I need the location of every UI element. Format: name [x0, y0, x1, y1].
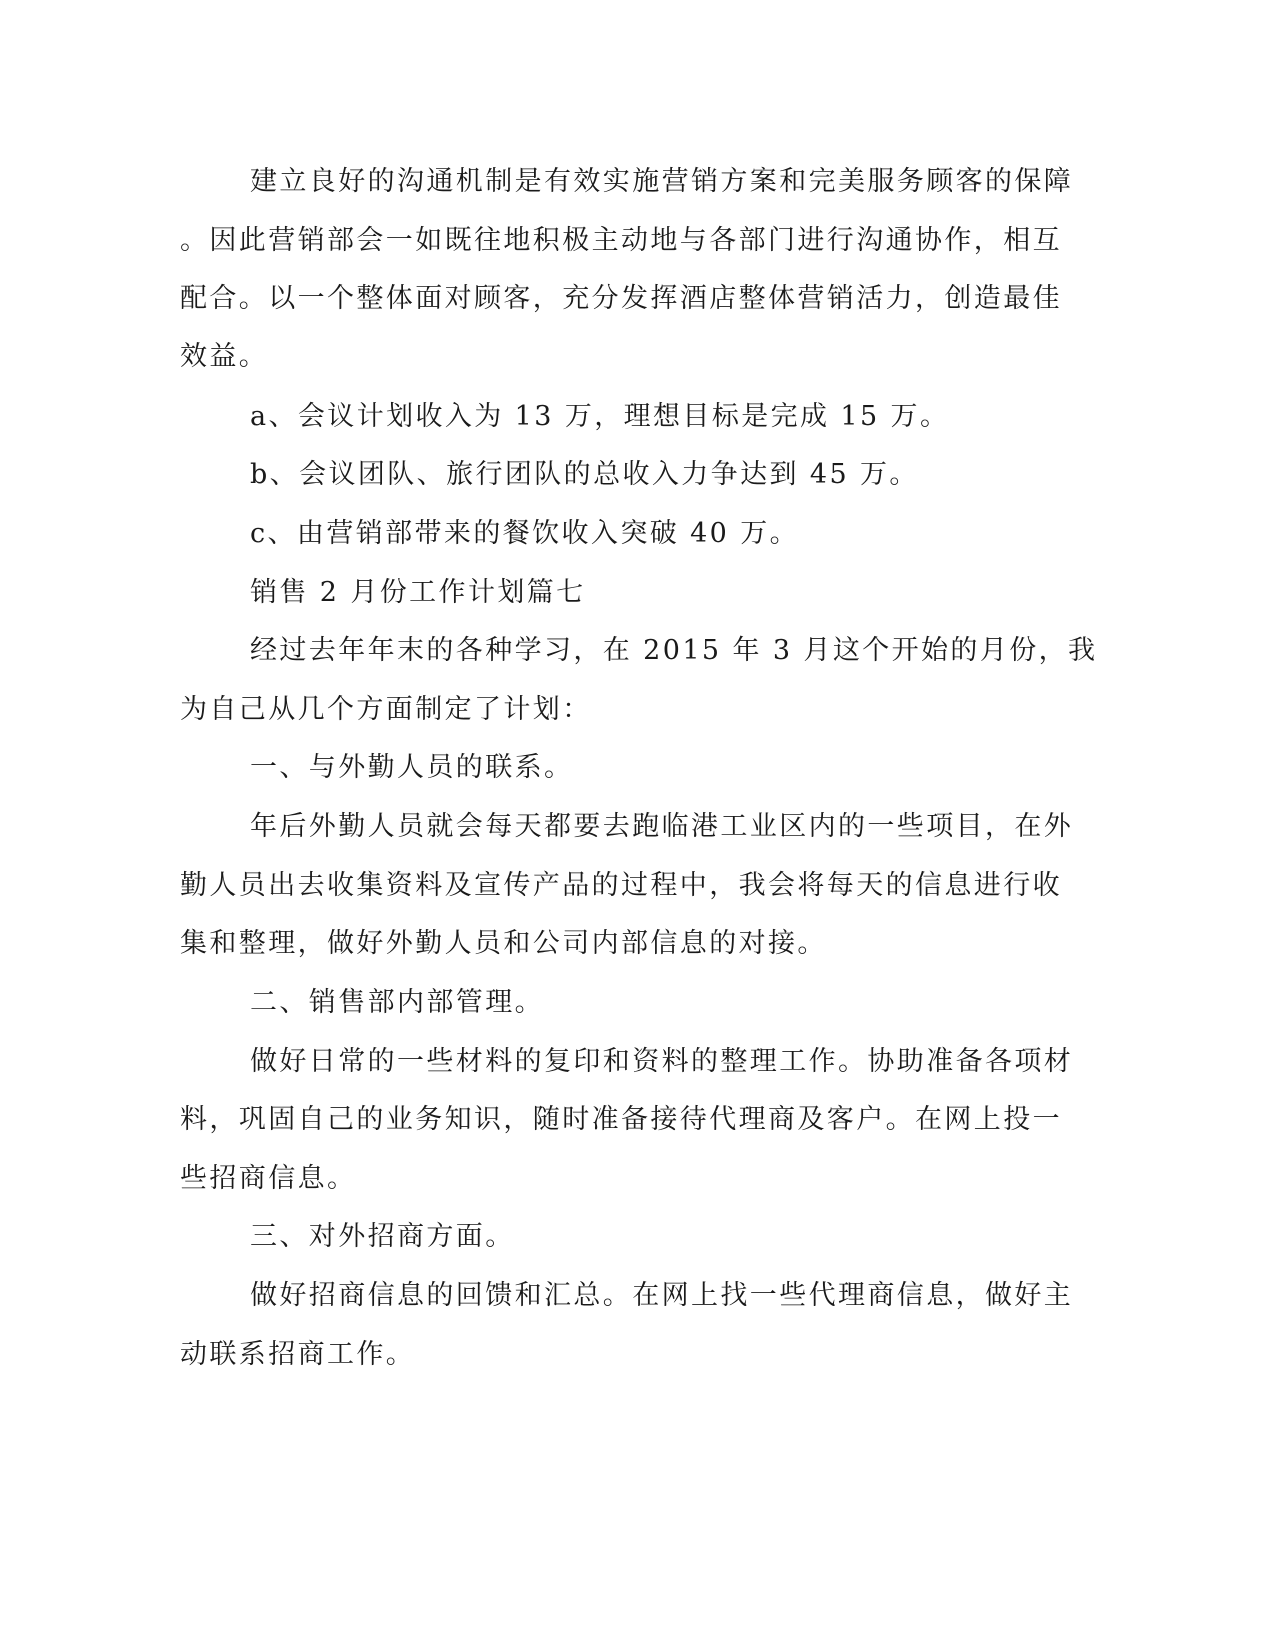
paragraph-line: 效益。 [180, 341, 269, 372]
paragraph-line: 配合。以一个整体面对顾客，充分发挥酒店整体营销活力，创造最佳 [180, 283, 1062, 314]
section-heading: 一、与外勤人员的联系。 [250, 752, 574, 783]
section-heading: 销售 2 月份工作计划篇七 [250, 577, 586, 608]
paragraph-line: 做好招商信息的回馈和汇总。在网上找一些代理商信息，做好主 [250, 1280, 1074, 1311]
section-heading: 三、对外招商方面。 [250, 1221, 515, 1252]
list-item: a、会议计划收入为 13 万，理想目标是完成 15 万。 [250, 401, 950, 432]
paragraph-line: 经过去年年末的各种学习，在 2015 年 3 月这个开始的月份，我 [250, 635, 1098, 666]
paragraph-line: 集和整理，做好外勤人员和公司内部信息的对接。 [180, 928, 827, 959]
paragraph-line: 为自己从几个方面制定了计划： [180, 694, 592, 725]
list-item: c、由营销部带来的餐饮收入突破 40 万。 [250, 518, 800, 549]
list-item: b、会议团队、旅行团队的总收入力争达到 45 万。 [250, 459, 919, 490]
paragraph-line: 些招商信息。 [180, 1163, 357, 1194]
paragraph-line: 年后外勤人员就会每天都要去跑临港工业区内的一些项目，在外 [250, 811, 1074, 842]
paragraph-line: 。因此营销部会一如既往地积极主动地与各部门进行沟通协作，相互 [180, 225, 1062, 256]
paragraph-line: 做好日常的一些材料的复印和资料的整理工作。协助准备各项材 [250, 1046, 1074, 1077]
paragraph-line: 动联系招商工作。 [180, 1339, 416, 1370]
paragraph-line: 勤人员出去收集资料及宣传产品的过程中，我会将每天的信息进行收 [180, 870, 1062, 901]
section-heading: 二、销售部内部管理。 [250, 987, 544, 1018]
paragraph-line: 建立良好的沟通机制是有效实施营销方案和完美服务顾客的保障 [250, 166, 1074, 197]
paragraph-line: 料，巩固自己的业务知识，随时准备接待代理商及客户。在网上投一 [180, 1104, 1062, 1135]
